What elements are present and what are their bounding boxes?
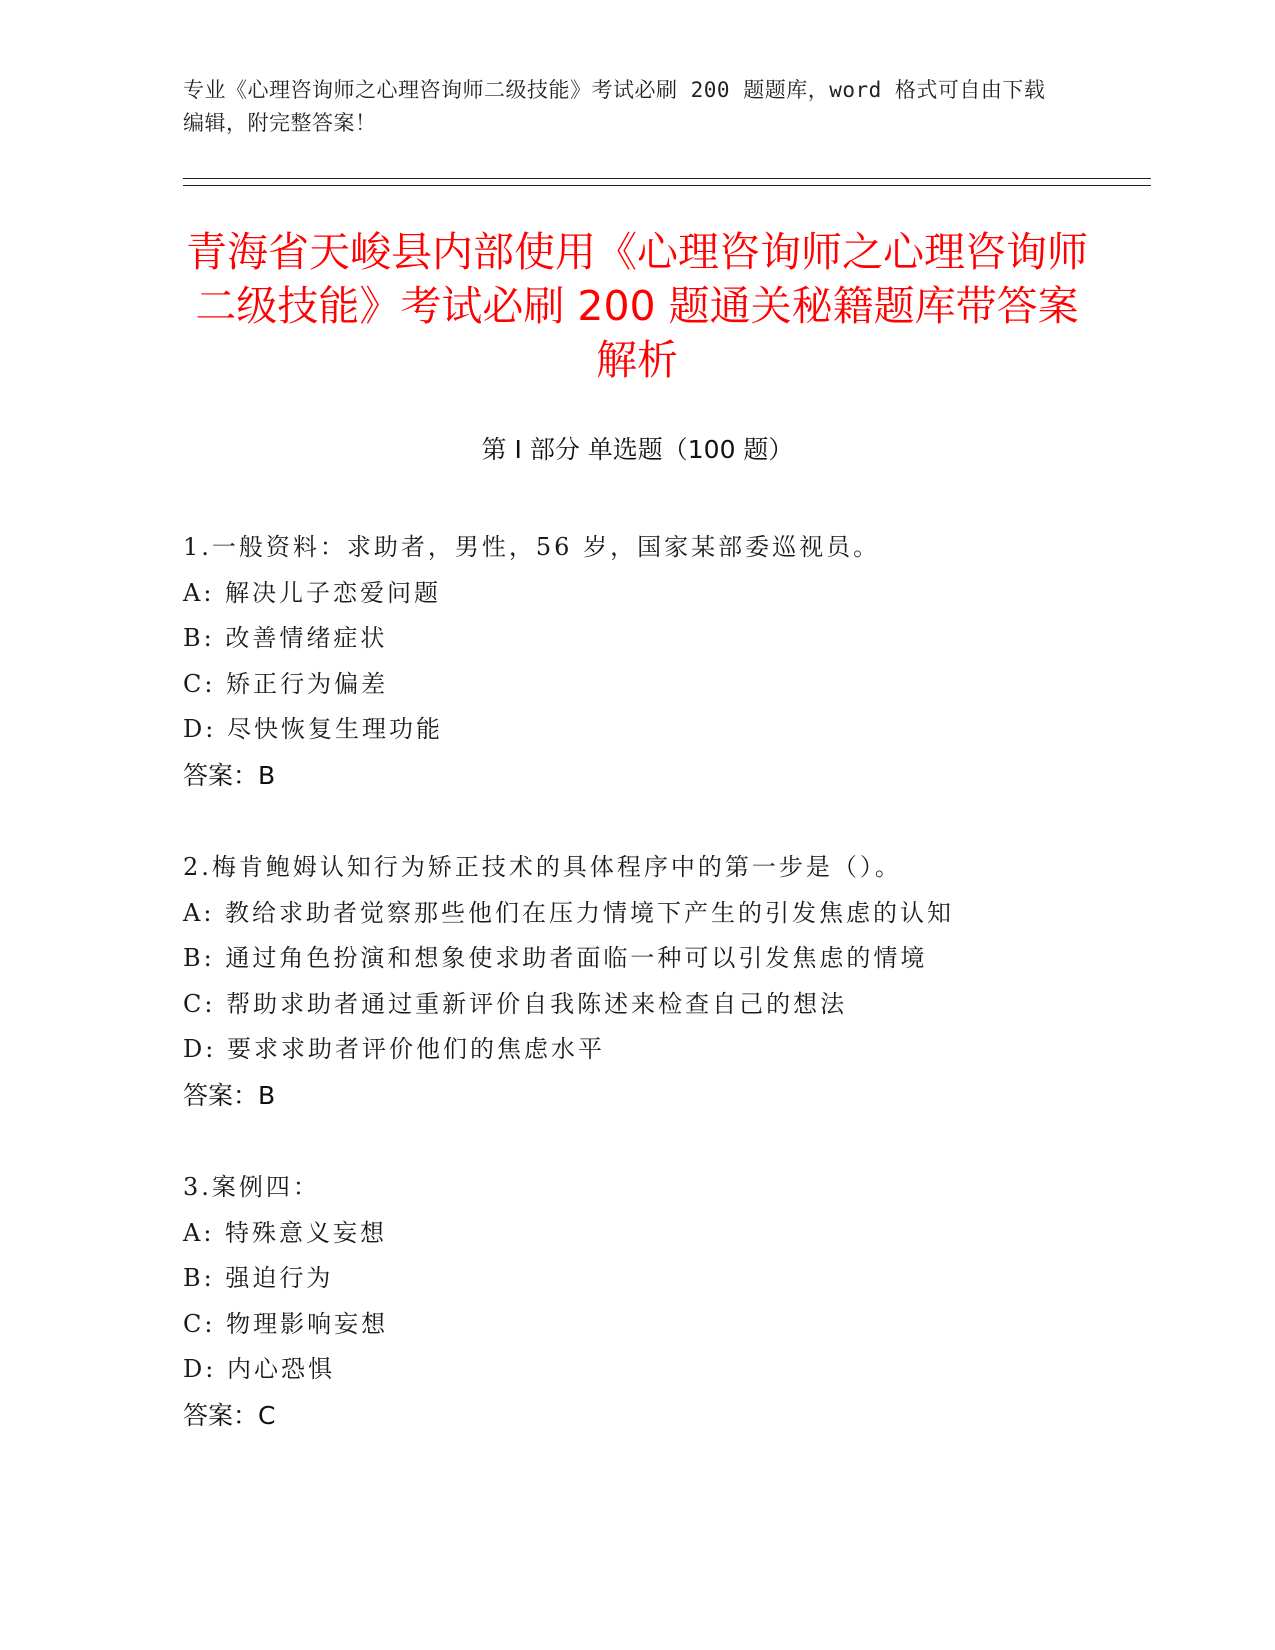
option-a: A: 解决儿子恋爱问题 (183, 578, 442, 607)
answer: 答案：B (183, 760, 276, 790)
header-divider-thick (183, 178, 1151, 179)
option-b: B: 改善情绪症状 (183, 624, 388, 652)
answer: 答案：B (183, 1080, 276, 1110)
question-2 (183, 845, 1083, 1118)
option-a: A: 教给求助者觉察那些他们在压力情境下产生的引发焦虑的认知 (183, 898, 955, 927)
option-b: B: 强迫行为 (183, 1264, 334, 1292)
answer: 答案：C (183, 1400, 276, 1430)
header-note: 专业《心理咨询师之心理咨询师二级技能》考试必刷 200 题题库，word 格式可自由下载编辑，附完整答案！ (183, 78, 1046, 135)
option-b: B: 通过角色扮演和想象使求助者面临一种可以引发焦虑的情境 (183, 944, 928, 972)
option-d: D: 要求求助者评价他们的焦虑水平 (183, 1035, 605, 1063)
question-stem: 2.梅肯鲍姆认知行为矫正技术的具体程序中的第一步是（）。 (183, 853, 902, 881)
header-divider-thin (183, 185, 1151, 186)
question-stem: 3.案例四： (183, 1173, 320, 1201)
question-3 (183, 1165, 1083, 1438)
document-title: 青海省天峻县内部使用《心理咨询师之心理咨询师二级技能》考试必刷 200 题通关秘籍题库带答案解析 (186, 228, 1088, 384)
section-title: 第 I 部分 单选题（100 题） (481, 435, 794, 464)
question-1 (183, 525, 1083, 798)
option-d: D: 尽快恢复生理功能 (183, 715, 443, 743)
option-c: C: 物理影响妄想 (183, 1309, 389, 1338)
option-c: C: 矫正行为偏差 (183, 669, 389, 698)
option-d: D: 内心恐惧 (183, 1355, 335, 1383)
option-a: A: 特殊意义妄想 (183, 1218, 388, 1247)
option-c: C: 帮助求助者通过重新评价自我陈述来检查自己的想法 (183, 989, 848, 1018)
question-stem: 1.一般资料：求助者，男性，56 岁，国家某部委巡视员。 (183, 533, 881, 561)
